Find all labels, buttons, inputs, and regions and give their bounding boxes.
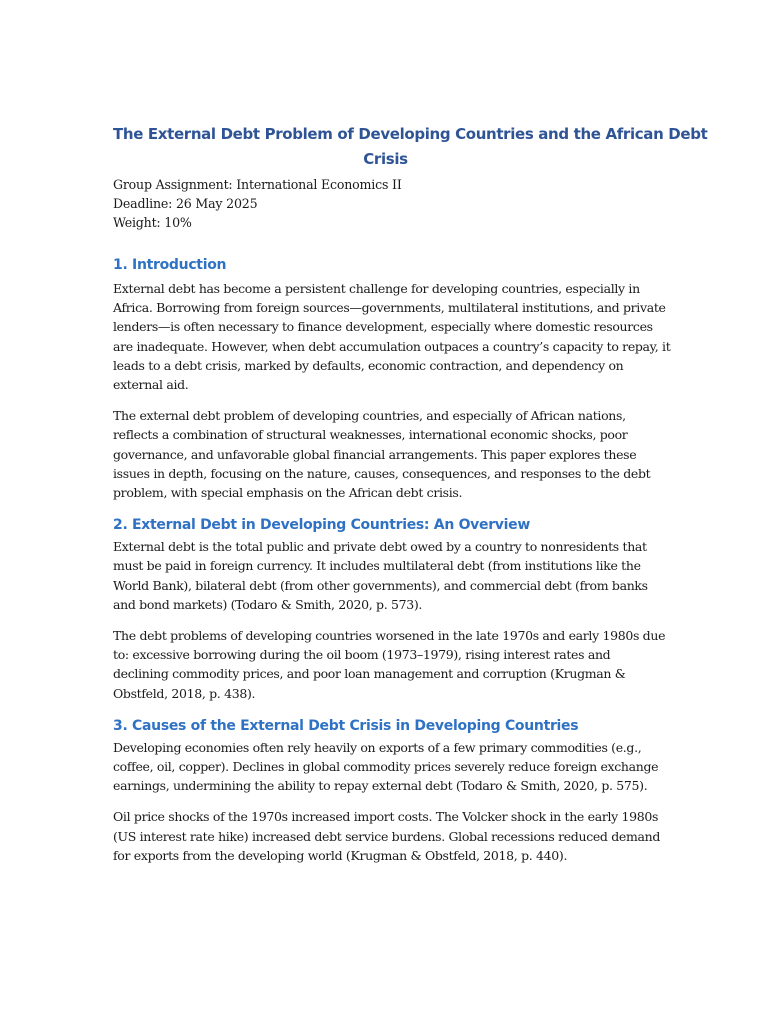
paragraph — [113, 626, 666, 703]
paragraph — [113, 738, 658, 796]
text-line: External debt has become a persistent challenge for developing countries, especially in — [113, 281, 640, 296]
assignment-deadline: Deadline: 26 May 2025 — [113, 196, 258, 211]
text-line: governance, and unfavorable global financial arrangements. This paper explores these — [113, 446, 637, 462]
text-line: issues in depth, focusing on the nature, causes, consequences, and responses to the debt — [113, 465, 651, 481]
text-line: reflects a combination of structural weaknesses, international economic shocks, poor — [113, 427, 628, 443]
title-line: The External Debt Problem of Developing Countries and the African Debt — [113, 125, 708, 143]
text-line: leads to a debt crisis, marked by defaults, economic contraction, and dependency on — [113, 357, 624, 373]
paragraph — [113, 537, 658, 614]
assignment-course: Group Assignment: International Economics II — [113, 177, 402, 192]
text-line: The debt problems of developing countries worsened in the late 1970s and early 1980s due — [113, 628, 666, 644]
paragraph — [113, 807, 661, 865]
text-line: World Bank), bilateral debt (from other governments), and commercial debt (from banks — [113, 577, 648, 593]
text-line: declining commodity prices, and poor loan management and corruption (Krugman & — [113, 666, 626, 682]
section-heading-introduction: 1. Introduction — [113, 257, 227, 273]
paragraph — [113, 406, 658, 502]
text-line: The external debt problem of developing countries, and especially of African nations, — [113, 408, 626, 424]
text-line: earnings, undermining the ability to repay external debt (Todaro & Smith, 2020, p. 575). — [113, 778, 648, 794]
text-line: are inadequate. However, when debt accumulation outpaces a country’s capacity to repay, it — [113, 338, 671, 354]
assignment-meta — [113, 175, 658, 232]
text-line: Obstfeld, 2018, p. 438). — [113, 685, 256, 701]
section-heading-causes: 3. Causes of the External Debt Crisis in Developing Countries — [113, 717, 579, 734]
text-line: Africa. Borrowing from foreign sources—governments, multilateral institutions, and private — [113, 300, 666, 316]
text-line: and bond markets) (Todaro & Smith, 2020, p. 573). — [113, 596, 423, 612]
text-line: to: excessive borrowing during the oil boom (1973–1979), rising interest rates and — [113, 647, 611, 663]
text-line: must be paid in foreign currency. It includes multilateral debt (from institutions like the — [113, 558, 641, 574]
document-body — [113, 122, 708, 865]
text-line: Developing economies often rely heavily on exports of a few primary commodities (e.g., — [113, 739, 642, 755]
text-line: lenders—is often necessary to finance development, especially where domestic resources — [113, 319, 653, 335]
text-line: (US interest rate hike) increased debt service burdens. Global recessions reduced demand — [113, 828, 661, 844]
text-line: External debt is the total public and private debt owed by a country to nonresidents that — [113, 539, 647, 555]
text-line: coffee, oil, copper). Declines in global commodity prices severely reduce foreign exchange — [113, 759, 659, 775]
paragraph — [113, 279, 671, 394]
text-line: Oil price shocks of the 1970s increased import costs. The Volcker shock in the early 1980s — [113, 809, 659, 825]
text-line: external aid. — [113, 377, 189, 393]
document-title — [113, 122, 708, 172]
assignment-weight: Weight: 10% — [113, 215, 192, 230]
title-line: Crisis — [363, 150, 408, 168]
section-heading-overview: 2. External Debt in Developing Countries: An Overview — [113, 517, 530, 534]
text-line: problem, with special emphasis on the African debt crisis. — [113, 485, 463, 501]
text-line: for exports from the developing world (Krugman & Obstfeld, 2018, p. 440). — [113, 847, 568, 863]
